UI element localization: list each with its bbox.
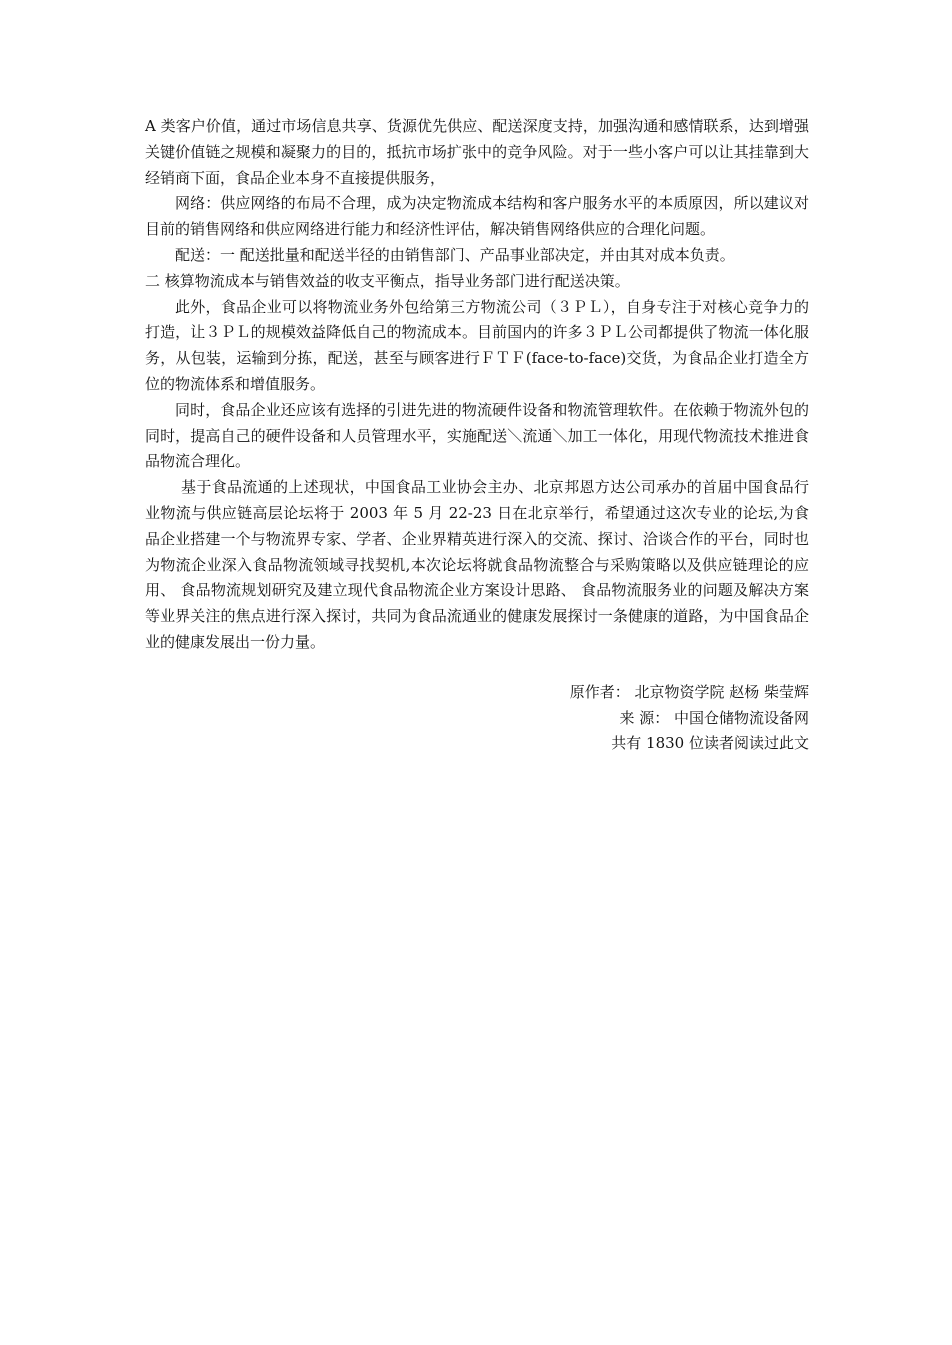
paragraph-cost-balance: 二 核算物流成本与销售效益的收支平衡点，指导业务部门进行配送决策。 [145, 271, 630, 290]
paragraph-3pl: 此外，食品企业可以将物流业务外包给第三方物流公司（３ＰＬ），自身专注于对核心竞争力的打造，让３ＰＬ的规模效益降低自己的物流成本。目前国内的许多３ＰＬ公司都提供了物流一体化服务，从包装，运输到分拣，配送，甚至与顾客进行ＦＴＦ(face-to-face)交货，为食品企业打造全方位的物流体系和增值服务。 [145, 297, 809, 393]
paragraph-delivery: 配送：一 配送批量和配送半径的由销售部门、产品事业部决定，并由其对成本负责。 [175, 245, 735, 264]
author-credit: 原作者： 北京物资学院 赵杨 柴莹辉 [569, 682, 809, 701]
reader-count: 共有 1830 位读者阅读过此文 [611, 734, 809, 753]
paragraph-forum: 基于食品流通的上述现状，中国食品工业协会主办、北京邦恩方达公司承办的首届中国食品行业物流与供应链高层论坛将于 2003 年 5 月 22-23 日在北京举行，希望通过这次专业的论坛,为食品企业搭建一个与物流界专家、学者、企业界精英进行深入的交流、探讨、洽谈合作的平台，同时也为物流企业深入食品物流领域寻找契机,本次论坛将就食品物流整合与采购策略以及供应链理论的应用、 食品物流规划研究及建立现代食品物流企业方案设计思路、 食品物流服务业的问题及解决方案等业界关注的焦点进行深入探讨，共同为食品流通业的健康发展探讨一条健康的道路，为中国食品企业的健康发展出一份力量。 [145, 478, 809, 651]
article-body [145, 114, 809, 757]
paragraph-network: 网络：供应网络的布局不合理，成为决定物流成本结构和客户服务水平的本质原因，所以建议对目前的销售网络和供应网络进行能力和经济性评估，解决销售网络供应的合理化问题。 [145, 194, 809, 239]
article-credits [145, 680, 809, 757]
source-credit: 来 源： 中国仓储物流设备网 [619, 708, 809, 727]
paragraph-customer-value: A 类客户价值，通过市场信息共享、货源优先供应、配送深度支持，加强沟通和感情联系，达到增强关键价值链之规模和凝聚力的目的，抵抗市场扩张中的竞争风险。对于一些小客户可以让其挂靠到大经销商下面，食品企业本身不直接提供服务， [145, 117, 809, 187]
paragraph-hardware: 同时，食品企业还应该有选择的引进先进的物流硬件设备和物流管理软件。在依赖于物流外包的同时，提高自己的硬件设备和人员管理水平，实施配送＼流通＼加工一体化，用现代物流技术推进食品物流合理化。 [145, 400, 809, 471]
